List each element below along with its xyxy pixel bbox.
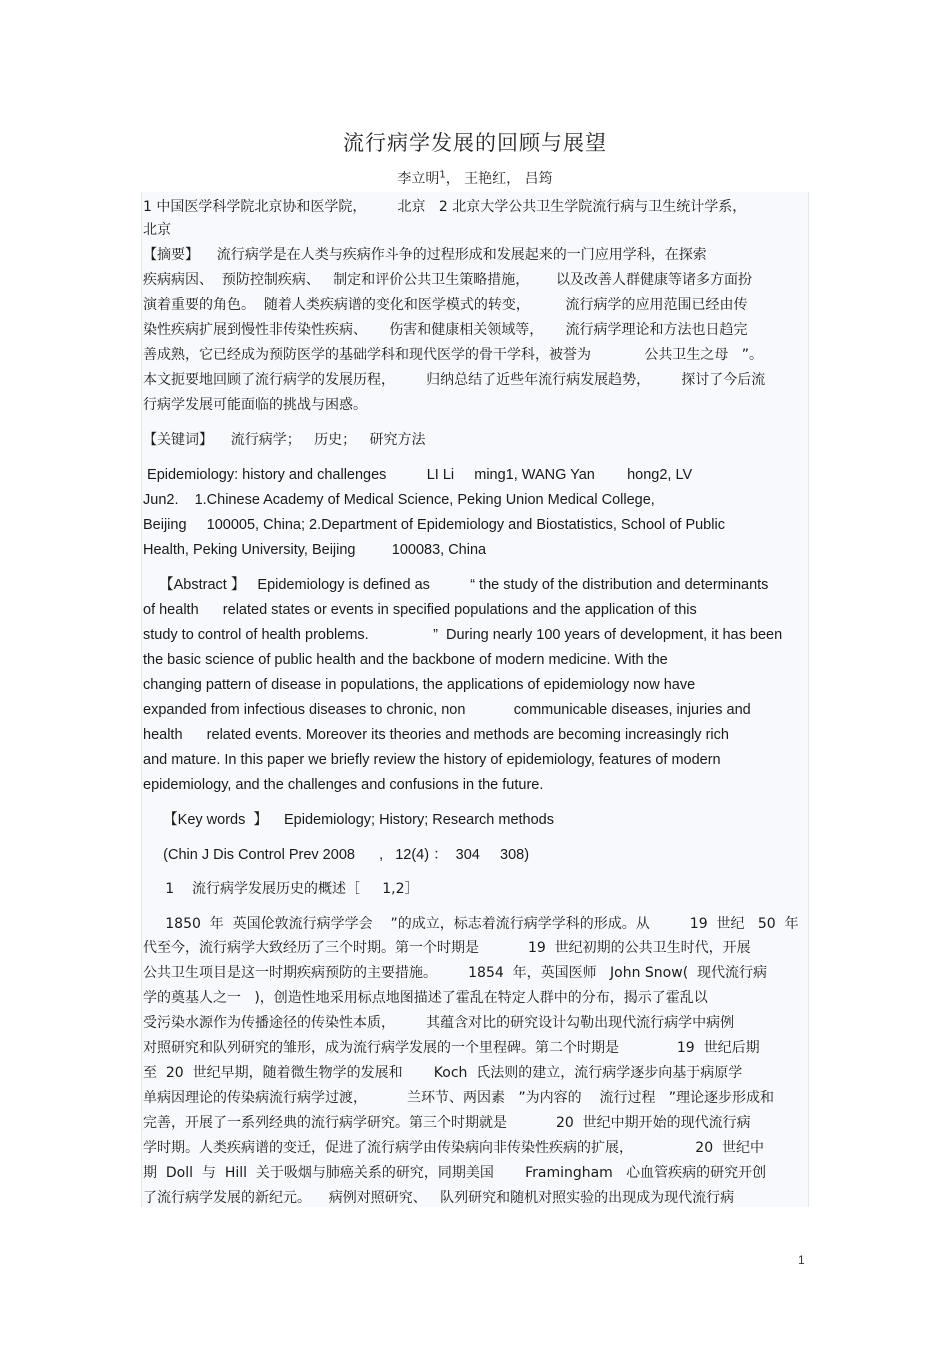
abstract-en-line: changing pattern of disease in populations, the applications of epidemiology now have	[143, 677, 696, 693]
body-line: 学的奠基人之一 )，创造性地采用标点地图描述了霍乱在特定人群中的分布，揭示了霍乱以	[143, 990, 708, 1006]
abstract-cn-line: 疾病病因、 预防控制疾病、 制定和评价公共卫生策略措施， 以及改善人群健康等诸多方面扮	[143, 272, 752, 288]
keywords-en: 【Key words 】 Epidemiology; History; Research methods	[143, 812, 554, 828]
abstract-cn-line: 染性疾病扩展到慢性非传染性疾病、 伤害和健康相关领域等， 流行病学理论和方法也日趋完	[143, 322, 748, 338]
abstract-cn-line: 善成熟，它已经成为预防医学的基础学科和现代医学的骨干学科，被誉为 公共卫生之母 ”。	[143, 347, 764, 363]
paper-title: 流行病学发展的回顾与展望	[343, 131, 607, 155]
abstract-en-line: 【Abstract 】 Epidemiology is defined as “ the study of the distribution and determinants	[143, 577, 769, 593]
citation: (Chin J Dis Control Prev 2008 , 12(4) ： 304 308)	[143, 847, 530, 863]
abstract-en-line: and mature. In this paper we briefly review the history of epidemiology, features of modern	[143, 752, 721, 768]
keywords-cn: 【关键词】 流行病学； 历史； 研究方法	[143, 432, 426, 448]
abstract-en-line: epidemiology, and the challenges and confusions in the future.	[143, 777, 544, 793]
title-en-line: Beijing 100005, China; 2.Department of Epidemiology and Biostatistics, School of Public	[143, 517, 725, 533]
body-line: 对照研究和队列研究的雏形，成为流行病学发展的一个里程碑。第二个时期是 19 世纪后期	[143, 1040, 760, 1056]
author-names-rest: ， 王艳红， 吕筠	[445, 171, 553, 187]
body-line: 期 Doll 与 Hill 关于吸烟与肺癌关系的研究，同期美国 Framingham 心血管疾病的研究开创	[143, 1165, 767, 1181]
affiliation-line: 1 中国医学科学院北京协和医学院， 北京 2 北京大学公共卫生学院流行病与卫生统计学系，	[143, 199, 747, 215]
body-line: 1850 年 英国伦敦流行病学学会 ”的成立，标志着流行病学学科的形成。从 19 世纪 50 年	[143, 916, 799, 932]
body-line: 公共卫生项目是这一时期疾病预防的主要措施。 1854 年，英国医师 John Snow( 现代流行病	[143, 965, 768, 981]
abstract-en-line: of health related states or events in specified populations and the application of this	[143, 602, 697, 618]
abstract-en-line: the basic science of public health and the backbone of modern medicine. With the	[143, 652, 668, 668]
abstract-cn-line: 本文扼要地回顾了流行病学的发展历程， 归纳总结了近些年流行病发展趋势， 探讨了今后流	[143, 372, 766, 388]
affiliation-line: 北京	[143, 222, 171, 238]
abstract-en-line: study to control of health problems. ” During nearly 100 years of development, it has been	[143, 627, 783, 643]
author-superscript: 1	[439, 169, 446, 181]
abstract-cn-line: 【摘要】 流行病学是在人类与疾病作斗争的过程形成和发展起来的一门应用学科，在探索	[143, 247, 707, 263]
abstract-cn-line: 行病学发展可能面临的挑战与困惑。	[143, 397, 367, 413]
body-line: 学时期。人类疾病谱的变迁，促进了流行病学由传染病向非传染性疾病的扩展， 20 世纪中	[143, 1140, 765, 1156]
title-en-line: Epidemiology: history and challenges LI Li ming1, WANG Yan hong2, LV	[143, 467, 693, 483]
body-line: 单病因理论的传染病流行病学过渡， 兰环节、两因素 ”为内容的 流行过程 ”理论逐步形成和	[143, 1090, 775, 1106]
abstract-en-line: health related events. Moreover its theories and methods are becoming increasingly rich	[143, 727, 729, 743]
body-line: 完善，开展了一系列经典的流行病学研究。第三个时期就是 20 世纪中期开始的现代流行病	[143, 1115, 751, 1131]
body-line: 代至今，流行病学大致经历了三个时期。第一个时期是 19 世纪初期的公共卫生时代，开展	[143, 940, 751, 956]
title-en-line: Jun2. 1.Chinese Academy of Medical Science, Peking Union Medical College,	[143, 492, 655, 508]
body-line: 受污染水源作为传播途径的传染性本质， 其蕴含对比的研究设计勾勒出现代流行病学中病例	[143, 1015, 735, 1031]
title-en-line: Health, Peking University, Beijing 100083, China	[143, 542, 487, 558]
page-number: 1	[798, 1253, 805, 1267]
abstract-cn-line: 演着重要的角色。 随着人类疾病谱的变化和医学模式的转变， 流行病学的应用范围已经由传	[143, 297, 748, 313]
abstract-en-line: expanded from infectious diseases to chronic, non communicable diseases, injuries and	[143, 702, 751, 718]
author-name: 李立明	[397, 171, 440, 187]
body-line: 了流行病学发展的新纪元。 病例对照研究、 队列研究和随机对照实验的出现成为现代流行病	[143, 1190, 735, 1206]
body-line: 至 20 世纪早期，随着微生物学的发展和 Koch 氏法则的建立，流行病学逐步向基于病原学	[143, 1065, 743, 1081]
section-heading: 1 流行病学发展历史的概述［ 1,2］	[143, 881, 419, 897]
author-list	[0, 168, 950, 188]
